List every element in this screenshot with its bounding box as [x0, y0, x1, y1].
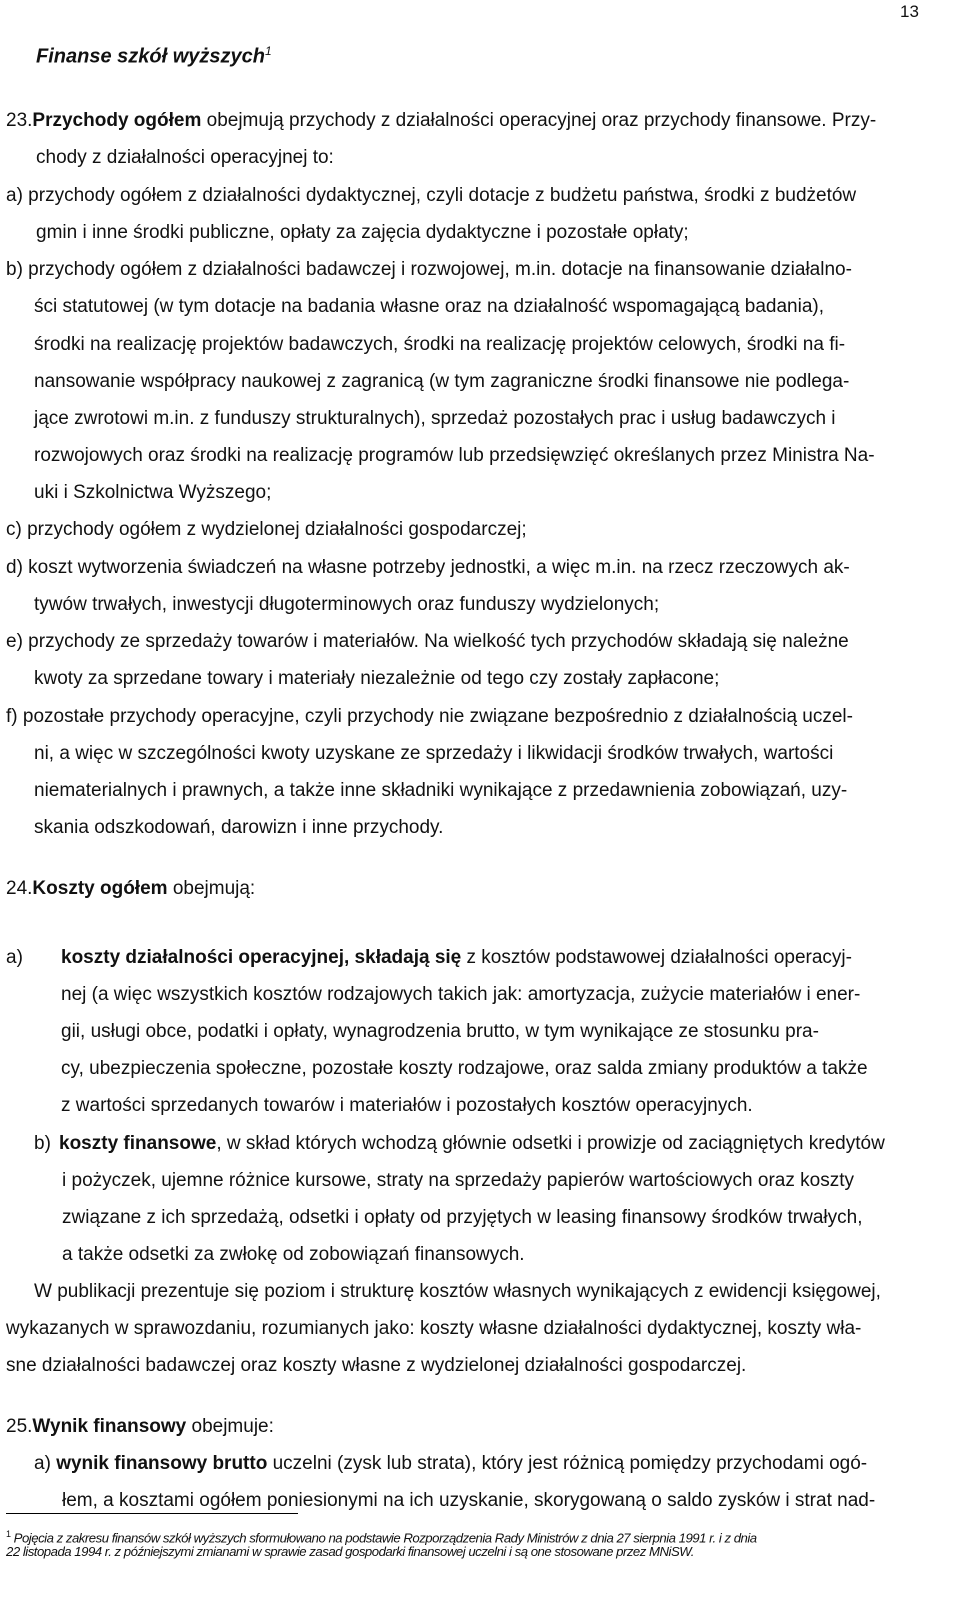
paragraph-line: wykazanych w sprawozdaniu, rozumianych jako: koszty własne działalności dydaktycznej, koszty wła- [6, 1318, 862, 1339]
term: Koszty ogółem [32, 878, 168, 899]
list-label: b) [34, 1133, 51, 1154]
term: Wynik finansowy [32, 1416, 187, 1437]
term: koszty działalności operacyjnej, składają się [61, 947, 462, 968]
page-number: 13 [900, 2, 919, 21]
footnote-ref: 1 [6, 1529, 11, 1539]
list-item-b-cont: nansowanie współpracy naukowej z zagranicą (w tym zagraniczne środki finansowe nie podlega- [34, 371, 850, 392]
footnote-rule [6, 1513, 298, 1514]
list-item-f-cont: niematerialnych i prawnych, a także inne składniki wynikające z przedawnienia zobowiązań, uzy- [34, 780, 848, 801]
list-item-f-cont: skania odszkodowań, darowizn i inne przychody. [34, 817, 444, 838]
list-item-a: a) przychody ogółem z działalności dydaktycznej, czyli dotacje z budżetu państwa, środki z budżetów [6, 185, 857, 206]
section-25-heading [6, 1415, 274, 1439]
paragraph-line: sne działalności badawczej oraz koszty własne z wydzielonej działalności gospodarczej. [6, 1355, 747, 1376]
text: obejmują: [167, 878, 256, 899]
list-item-a [6, 946, 852, 970]
footnote-line: 22 listopada 1994 r. z późniejszymi zmianami w sprawie zasad gospodarki finansowej uczelni i są one stosowane przez MNiSW. [6, 1544, 694, 1559]
term: wynik finansowy brutto [56, 1453, 268, 1474]
list-item-d-cont: tywów trwałych, inwestycji długoterminowych oraz funduszy wydzielonych; [34, 594, 660, 615]
page-title [36, 44, 272, 69]
list-item-f-cont: ni, a więc w szczególności kwoty uzyskane ze sprzedaży i likwidacji środków trwałych, wartości [34, 743, 834, 764]
list-item-b-cont: i pożyczek, ujemne różnice kursowe, straty na sprzedaży papierów wartościowych oraz koszty [62, 1170, 854, 1191]
list-label: a) [6, 947, 23, 968]
term: koszty finansowe [59, 1133, 217, 1154]
list-item-a-cont: nej (a więc wszystkich kosztów rodzajowych takich jak: amortyzacja, zużycie materiałów i ener- [61, 984, 861, 1005]
text: uczelni (zysk lub strata), który jest różnicą pomiędzy przychodami ogó- [267, 1453, 868, 1474]
section-number: 23. [6, 110, 33, 131]
footnote-ref: 1 [264, 44, 272, 58]
list-item-d: d) koszt wytworzenia świadczeń na własne potrzeby jednostki, a więc m.in. na rzecz rzeczowych ak- [6, 557, 850, 578]
section-number: 24. [6, 878, 33, 899]
term: Przychody ogółem [32, 110, 202, 131]
section-24-heading [6, 877, 255, 901]
list-label: a) [34, 1453, 57, 1474]
section-23-heading [6, 109, 876, 133]
paragraph-line: W publikacji prezentuje się poziom i strukturę kosztów własnych wynikających z ewidencji księgowej, [34, 1281, 881, 1302]
text: obejmują przychody z działalności operacyjnej oraz przychody finansowe. Przy- [201, 110, 877, 131]
list-item-b-cont: jące zwrotowi m.in. z funduszy strukturalnych), sprzedaż pozostałych prac i usług badawczych i [34, 408, 836, 429]
list-item-e-cont: kwoty za sprzedane towary i materiały niezależnie od tego czy zostały zapłacone; [34, 668, 720, 689]
list-item-a [34, 1452, 867, 1476]
list-item-a-cont: z wartości sprzedanych towarów i materiałów i pozostałych kosztów operacyjnych. [61, 1095, 753, 1116]
paragraph-line: chody z działalności operacyjnej to: [36, 147, 334, 168]
list-item-f: f) pozostałe przychody operacyjne, czyli przychody nie związane bezpośrednio z działalnością uczel- [6, 706, 853, 727]
text: obejmuje: [186, 1416, 274, 1437]
list-item-b [34, 1132, 885, 1156]
text: , w skład których wchodzą głównie odsetki i prowizje od zaciągniętych kredytów [216, 1133, 885, 1154]
list-item-e: e) przychody ze sprzedaży towarów i materiałów. Na wielkość tych przychodów składają się należne [6, 631, 849, 652]
list-item-b-cont: a także odsetki za zwłokę od zobowiązań finansowych. [62, 1244, 525, 1265]
footnote-text: Pojęcia z zakresu finansów szkół wyższych sformułowano na podstawie Rozporządzenia Rady Ministrów z dnia 27 sierpnia 1991 r. i z dnia [10, 1530, 757, 1546]
section-number: 25. [6, 1416, 33, 1437]
list-item-b-cont: ści statutowej (w tym dotacje na badania własne oraz na działalność wspomagającą badania), [34, 296, 824, 317]
list-item-a-cont: łem, a kosztami ogółem poniesionymi na ich uzyskanie, skorygowaną o saldo zysków i strat nad- [62, 1490, 876, 1511]
list-item-b-cont: związane z ich sprzedażą, odsetki i opłaty od przyjętych w leasing finansowy środków trwałych, [62, 1207, 863, 1228]
list-item-c: c) przychody ogółem z wydzielonej działalności gospodarczej; [6, 519, 527, 540]
list-item-a-cont: gii, usługi obce, podatki i opłaty, wynagrodzenia brutto, w tym wynikające ze stosunku pra- [61, 1021, 819, 1042]
list-item-b-cont: uki i Szkolnictwa Wyższego; [34, 482, 272, 503]
text: z kosztów podstawowej działalności operacyj- [461, 947, 852, 968]
list-item-a-cont: cy, ubezpieczenia społeczne, pozostałe koszty rodzajowe, oraz salda zmiany produktów a także [61, 1058, 868, 1079]
page-title-text: Finanse szkół wyższych [36, 45, 265, 68]
list-item-b-cont: rozwojowych oraz środki na realizację programów lub przedsięwzięć określanych przez Ministra Na- [34, 445, 875, 466]
list-item-a-cont: gmin i inne środki publiczne, opłaty za zajęcia dydaktyczne i pozostałe opłaty; [36, 222, 689, 243]
list-item-b-cont: środki na realizację projektów badawczych, środki na realizację projektów celowych, środki na fi- [34, 334, 846, 355]
list-item-b: b) przychody ogółem z działalności badawczej i rozwojowej, m.in. dotacje na finansowanie działalno- [6, 259, 852, 280]
